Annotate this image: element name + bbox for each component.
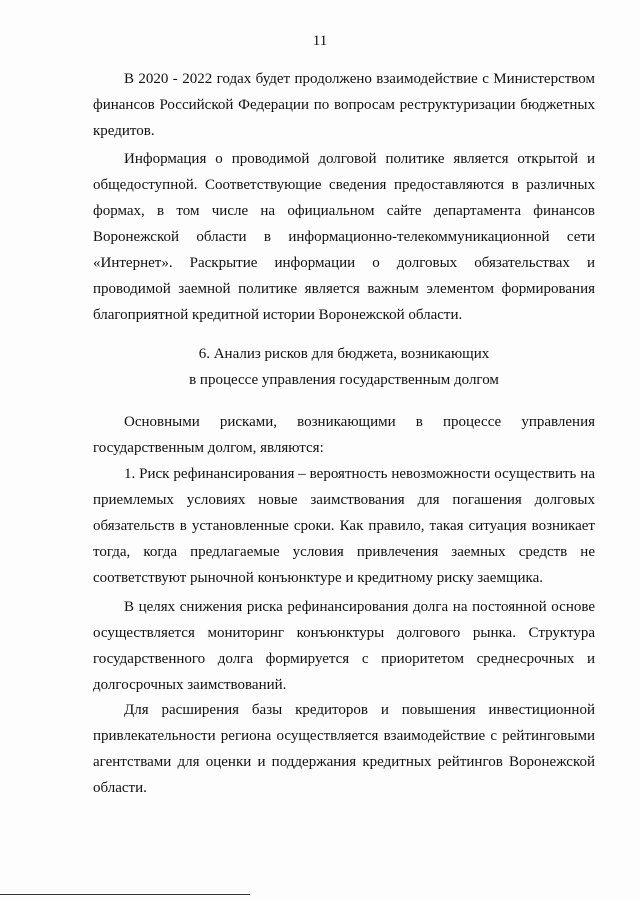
paragraph-risk-reduction: В целях снижения риска рефинансирования долга на постоянной основе осуществляется мониторинг конъюнктуры долгового рынка. Структура государственного долга формируется с приоритетом среднесрочных и долгосрочных заимствований. [93,599,595,693]
paragraph-rating-agencies: Для расширения базы кредиторов и повышения инвестиционной привлекательности региона осуществляется взаимодействие с рейтинговыми агентствами для оценки и поддержания кредитных рейтингов Воронежской области. [93,702,595,796]
paragraph-refinancing-risk: 1. Риск рефинансирования – вероятность невозможности осуществить на приемлемых условиях новые заимствования для погашения долговых обязательств в установленные сроки. Как правило, такая ситуация возникает тогда, когда предлагаемые условия привлечения заемных средств не соответствуют рыночной конъюнктуре и кредитному риску заемщика. [93,466,595,586]
footer-divider [0,894,250,895]
paragraph-main-risks: Основными рисками, возникающими в процессе управления государственным долгом, являются: [93,414,595,456]
paragraph-restructuring: В 2020 - 2022 годах будет продолжено взаимодействие с Министерством финансов Российской Федерации по вопросам реструктуризации бюджетных кредитов. [93,71,595,139]
page-number: 11 [312,33,328,49]
section-heading-line1: 6. Анализ рисков для бюджета, возникающих [198,346,490,362]
section-heading [93,341,595,393]
paragraph-debt-policy-disclosure: Информация о проводимой долговой политике является открытой и общедоступной. Соответствующие сведения предоставляются в различных формах, в том числе на официальном сайте департамента финансов Воронежской области в информационно-телекоммуникационной сети «Интернет». Раскрытие информации о долговых обязательствах и проводимой заемной политике является важным элементом формирования благоприятной кредитной истории Воронежской области. [93,151,595,323]
section-heading-line2: в процессе управления государственным долгом [189,372,499,388]
